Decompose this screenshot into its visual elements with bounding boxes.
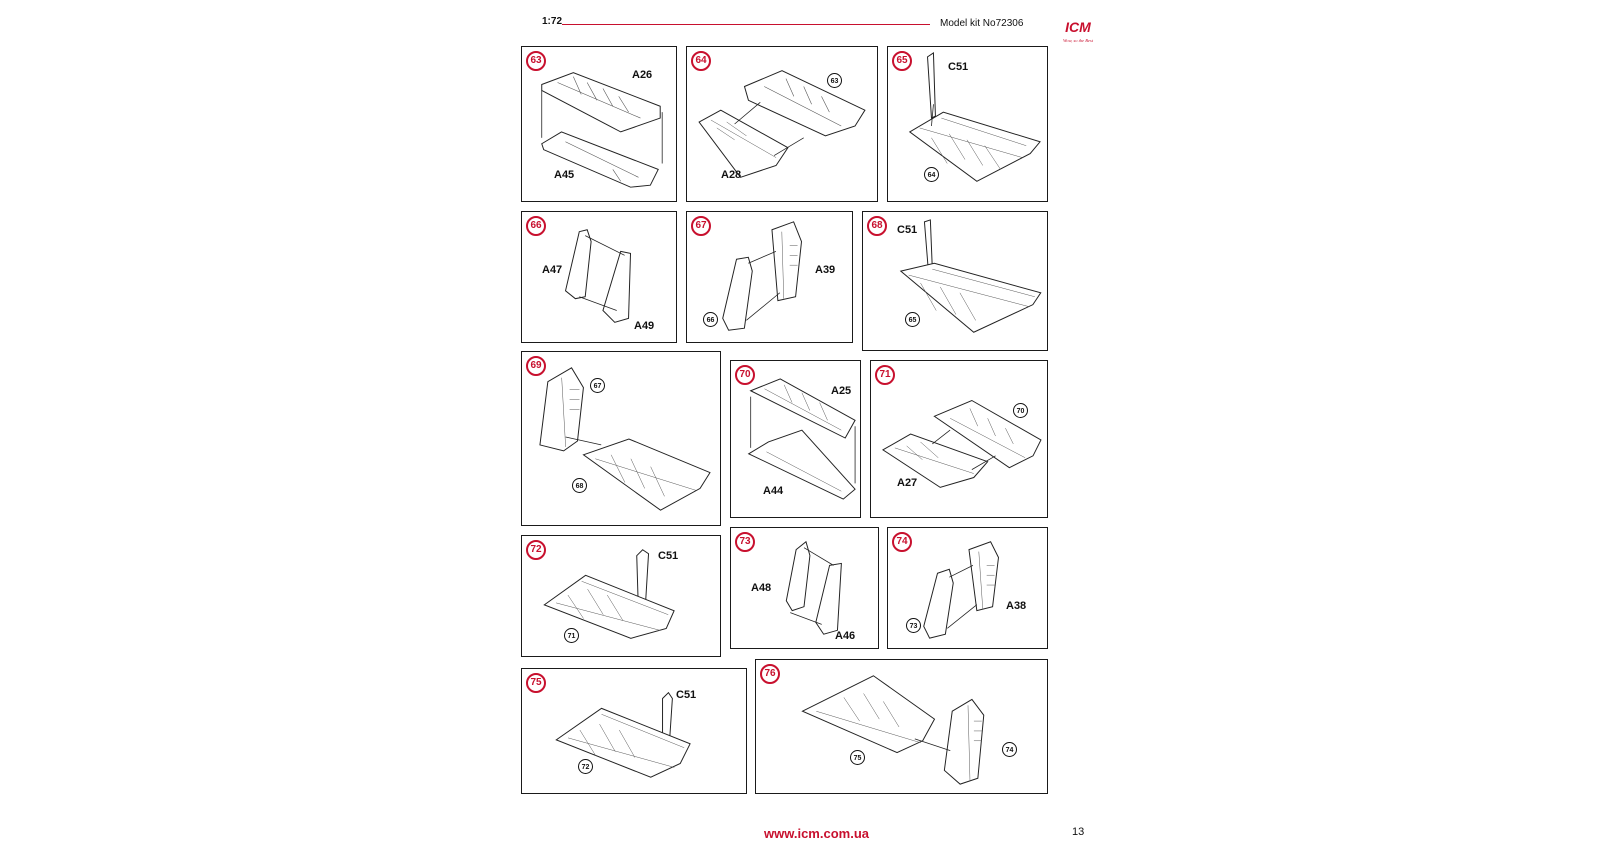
step-72: [521, 535, 721, 657]
part-label: C51: [676, 689, 697, 701]
wing-panel-drawing: [522, 669, 746, 793]
logo-text: ICM: [1065, 19, 1091, 35]
icm-logo: [1052, 18, 1104, 46]
wing-panel-drawing: [871, 361, 1047, 517]
step-reference-icon: 72: [578, 759, 593, 774]
part-label: A25: [831, 385, 852, 397]
part-label: A28: [721, 169, 742, 181]
step-67: [686, 211, 853, 343]
step-number-badge: 64: [691, 51, 711, 71]
assembly-drawing: [756, 660, 1047, 793]
step-75: [521, 668, 747, 794]
part-label: A44: [763, 485, 784, 497]
part-label: A45: [554, 169, 575, 181]
step-64: [686, 46, 878, 202]
scale-label: 1:72: [542, 16, 563, 27]
step-reference-icon: 71: [564, 628, 579, 643]
step-66: [521, 211, 677, 343]
step-71: [870, 360, 1048, 518]
part-label: A39: [815, 264, 836, 276]
assembly-drawing: [522, 352, 720, 525]
part-label: A47: [542, 264, 563, 276]
step-number-badge: 72: [526, 540, 546, 560]
part-label: A46: [835, 630, 856, 642]
wing-panel-drawing: [863, 212, 1047, 350]
step-74: [887, 527, 1048, 649]
step-number-badge: 70: [735, 365, 755, 385]
step-73: [730, 527, 879, 649]
step-number-badge: 75: [526, 673, 546, 693]
step-65: [887, 46, 1048, 202]
part-label: C51: [658, 550, 679, 562]
logo-tagline: Wow, so the Best: [1063, 38, 1093, 43]
part-label: C51: [897, 224, 918, 236]
page-number: 13: [1072, 826, 1085, 838]
step-69: [521, 351, 721, 526]
wing-panel-drawing: [522, 47, 676, 201]
part-label: A49: [634, 320, 655, 332]
step-reference-icon: 65: [905, 312, 920, 327]
step-76: [755, 659, 1048, 794]
step-reference-icon: 63: [827, 73, 842, 88]
header-rule: [562, 24, 930, 25]
step-number-badge: 66: [526, 216, 546, 236]
step-number-badge: 67: [691, 216, 711, 236]
part-label: A27: [897, 477, 918, 489]
step-number-badge: 71: [875, 365, 895, 385]
step-reference-icon: 74: [1002, 742, 1017, 757]
step-68: [862, 211, 1048, 351]
step-reference-icon: 64: [924, 167, 939, 182]
step-reference-icon: 73: [906, 618, 921, 633]
step-number-badge: 74: [892, 532, 912, 552]
step-reference-icon: 67: [590, 378, 605, 393]
step-number-badge: 76: [760, 664, 780, 684]
step-number-badge: 63: [526, 51, 546, 71]
step-number-badge: 65: [892, 51, 912, 71]
part-label: C51: [948, 61, 969, 73]
step-number-badge: 73: [735, 532, 755, 552]
wing-panel-drawing: [687, 47, 877, 201]
part-label: A48: [751, 582, 772, 594]
step-reference-icon: 66: [703, 312, 718, 327]
step-number-badge: 69: [526, 356, 546, 376]
website-link[interactable]: www.icm.com.ua: [764, 826, 869, 841]
model-kit-label: Model kit No72306: [940, 18, 1024, 29]
step-number-badge: 68: [867, 216, 887, 236]
wing-panel-drawing: [522, 536, 720, 656]
part-label: A26: [632, 69, 653, 81]
step-reference-icon: 70: [1013, 403, 1028, 418]
step-70: [730, 360, 861, 518]
part-label: A38: [1006, 600, 1027, 612]
step-reference-icon: 75: [850, 750, 865, 765]
step-63: [521, 46, 677, 202]
step-reference-icon: 68: [572, 478, 587, 493]
